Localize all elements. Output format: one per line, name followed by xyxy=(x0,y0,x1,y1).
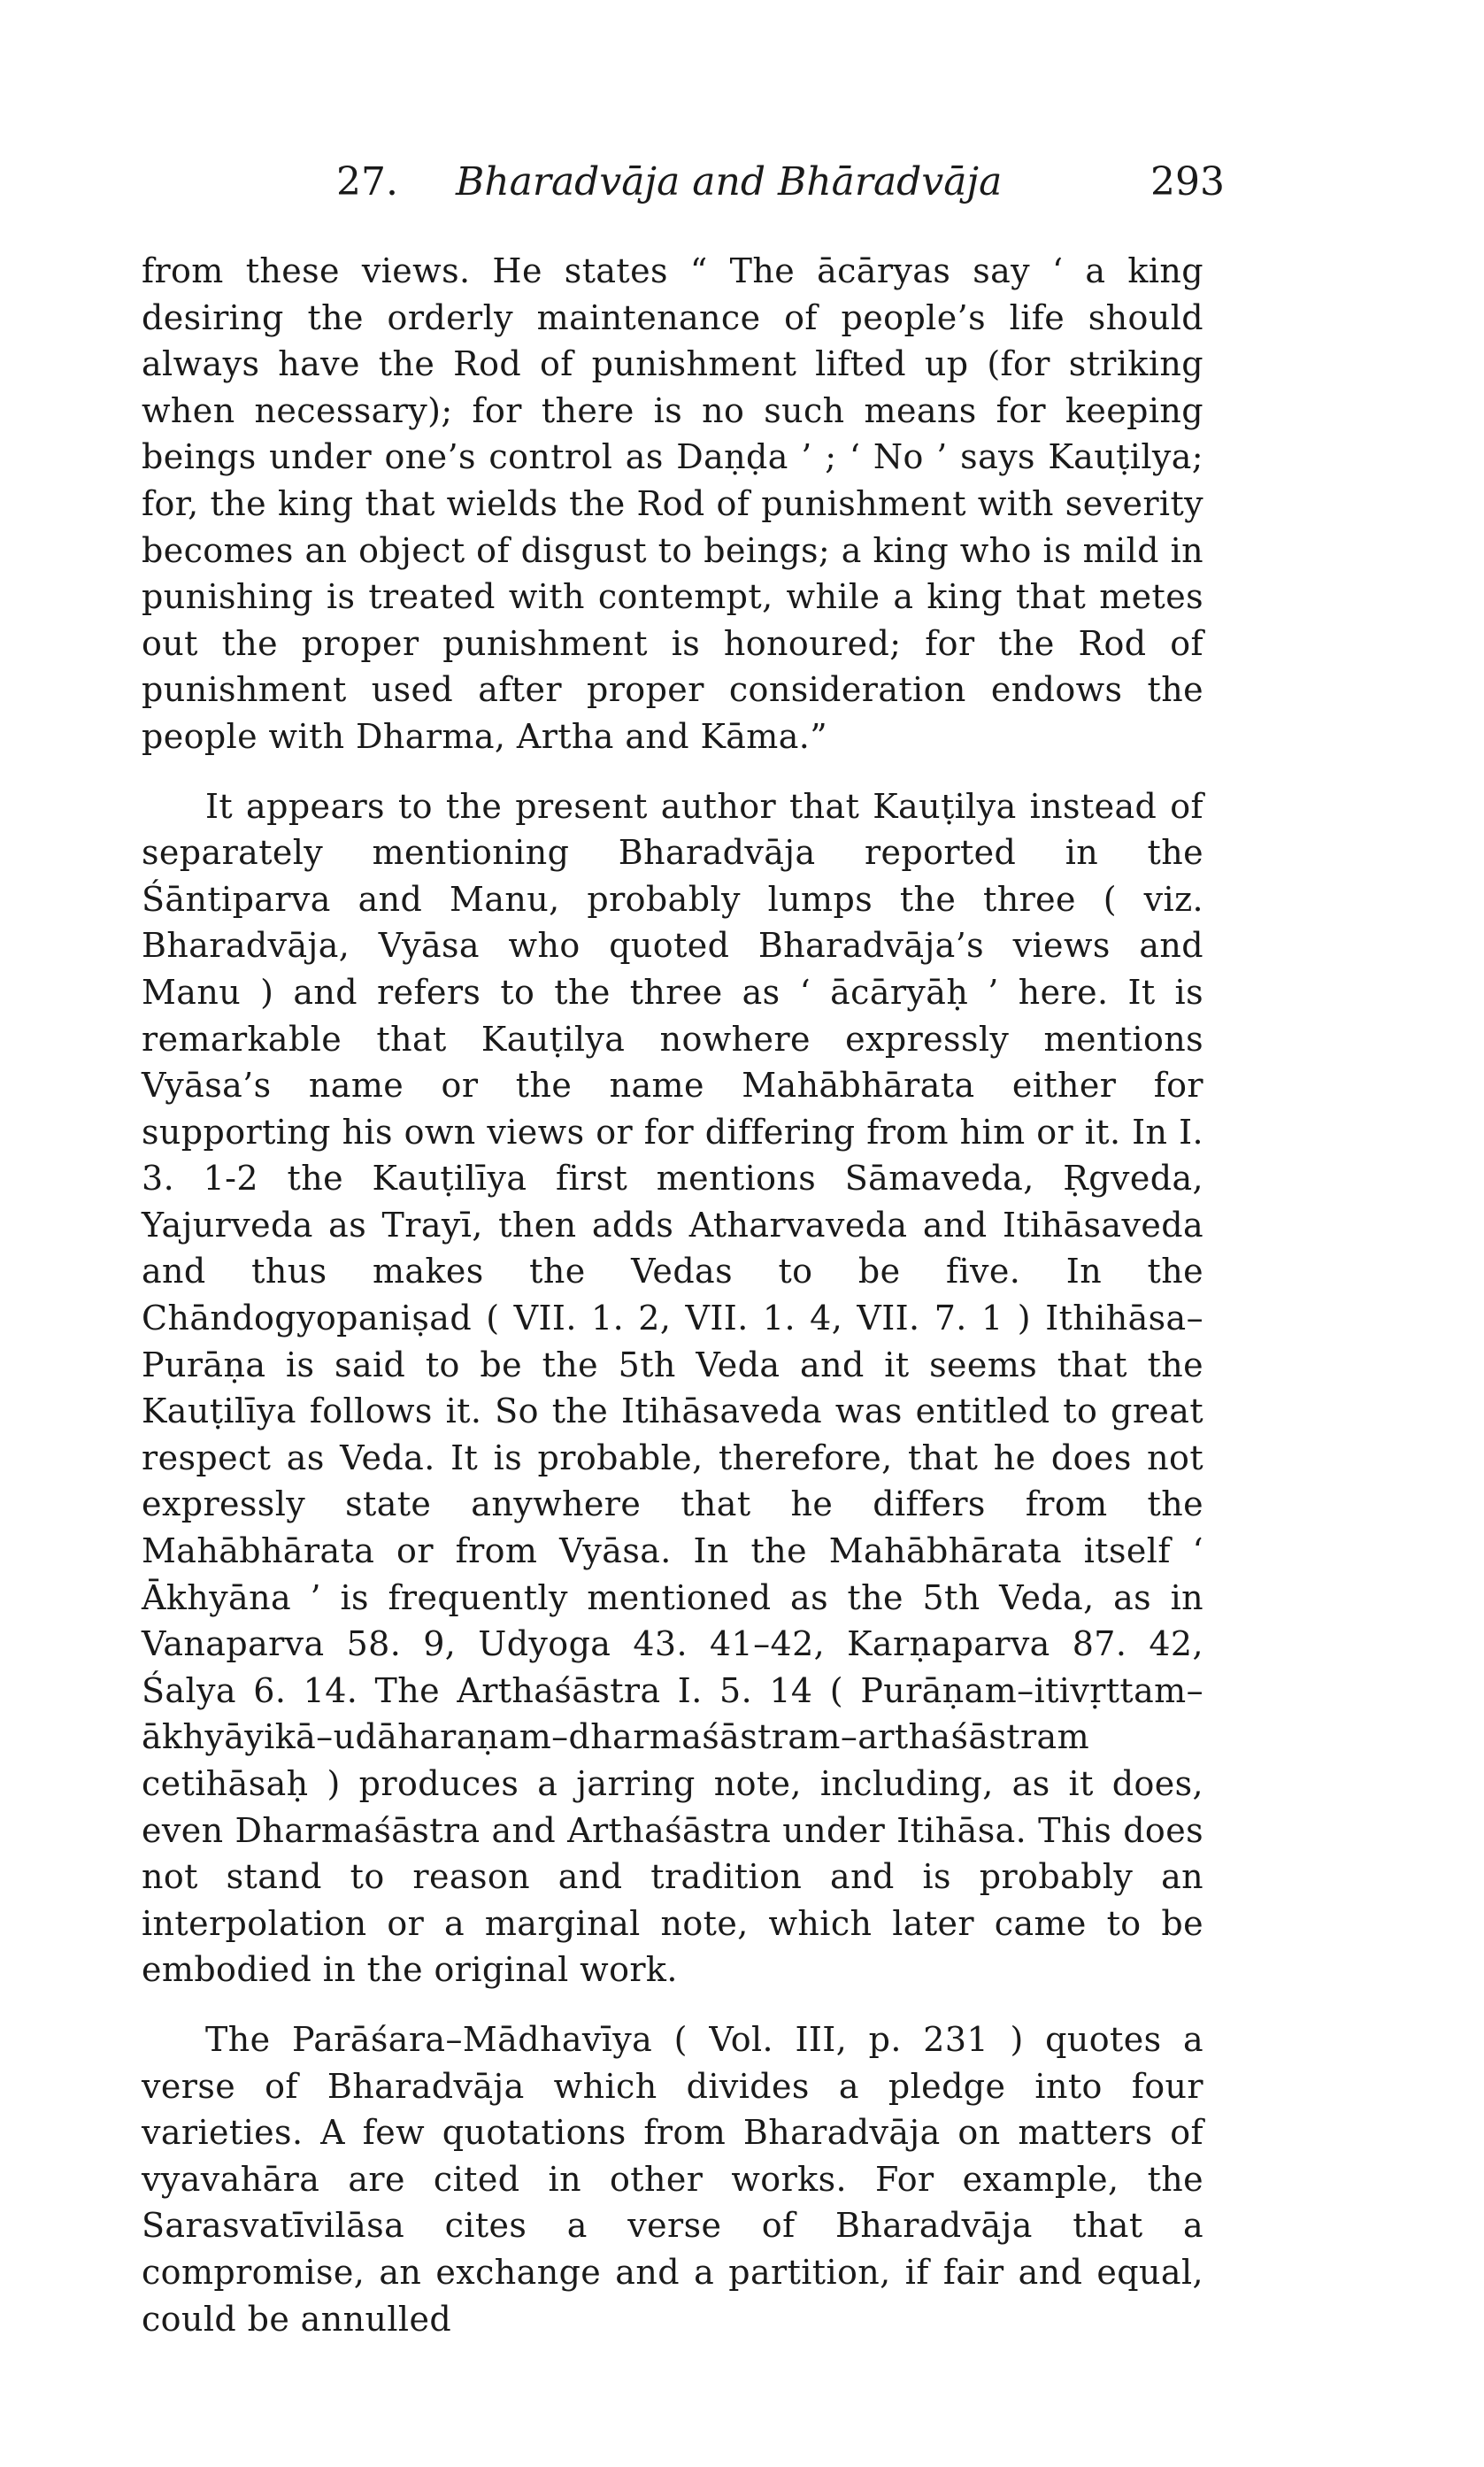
paragraph-continuation: from these views. He states “ The ācāryas say ‘ a king desiring the orderly maintenance of people’s life should always have the Rod of punishment lifted up (for striking when necessary); for there is no such means for keeping beings under one’s control as Daṇḍa ’ ; ‘ No ’ says Kauṭilya; for, the king that wields the Rod of punishment with severity becomes an object of disgust to beings; a king who is mild in punishing is treated with contempt, while a king that metes out the proper punishment is honoured; for the Rod of punishment used after proper consideration endows the people with Dharma, Artha and Kāma.” xyxy=(142,251,1203,756)
paragraph-kautilya: It appears to the present author that Kauṭilya instead of separately mentioning Bharadvāja reported in the Śāntiparva and Manu, probably lumps the three ( viz. Bharadvāja, Vyāsa who quoted Bharadvāja’s views and Manu ) and refers to the three as ‘ ācāryāḥ ’ here. It is remarkable that Kauṭilya nowhere expressly mentions Vyāsa’s name or the name Mahābhārata either for supporting his own views or for differing from him or it. In I. 3. 1-2 the Kauṭilīya first mentions Sāmaveda, Ṛgveda, Yajurveda as Trayī, then adds Atharvaveda and Itihāsaveda and thus makes the Vedas to be five. In the Chāndogyopaniṣad ( VII. 1. 2, VII. 1. 4, VII. 7. 1 ) Ithihāsa–Purāṇa is said to be the 5th Veda and it seems that the Kauṭilīya follows it. So the Itihāsaveda was entitled to great respect as Veda. It is probable, therefore, that he does not expressly state anywhere that he differs from the Mahābhārata or from Vyāsa. In the Mahābhārata itself ‘ Ākhyāna ’ is frequently mentioned as the 5th Veda, as in Vanaparva 58. 9, Udyoga 43. 41–42, Karṇaparva 87. 42, Śalya 6. 14. The Arthaśāstra I. 5. 14 ( Purāṇam–itivṛttam–ākhyāyikā–udāharaṇam–dharmaśāstram–arthaśāstram cetihāsaḥ ) produces a jarring note, including, as it does, even Dharmaśāstra and Arthaśāstra under Itihāsa. This does not stand to reason and tradition and is probably an interpolation or a marginal note, which later came to be embodied in the original work. xyxy=(142,786,1203,1990)
paragraph-parasara: The Parāśara–Mādhavīya ( Vol. III, p. 231 ) quotes a verse of Bharadvāja which divides a pledge into four varieties. A few quotations from Bharadvāja on matters of vyavahāra are cited in other works. For example, the Sarasvatīvilāsa cites a verse of Bharadvāja that a compromise, an exchange and a partition, if fair and equal, could be annulled xyxy=(142,2019,1203,2339)
body-text xyxy=(142,248,1203,2365)
page-number: 293 xyxy=(1150,159,1225,204)
chapter-title: Bharadvāja and Bhāradvāja xyxy=(456,159,1003,204)
chapter-number: 27. xyxy=(336,159,398,204)
